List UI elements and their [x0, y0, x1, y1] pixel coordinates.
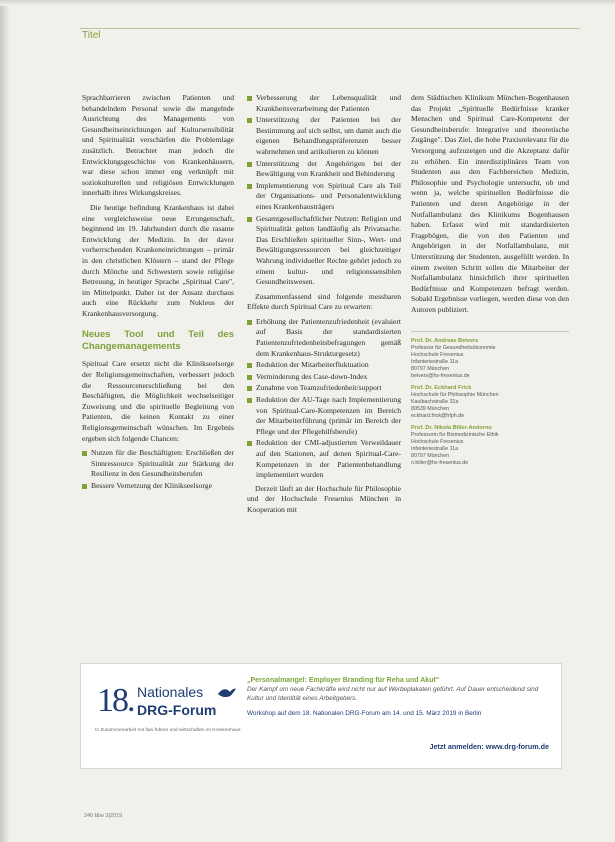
paragraph: Die heutige befindung Krankenhaus ist dabei eine vergleichsweise neue Errungenschaft, beginnend im 19. Jahrhundert durch die rasante Entwicklung der Medizin. In der davor vorherrschenden Krankeneinrichtungen – primär in den christlichen Klöstern – stand der Pflege durch Mönche und Schwestern sowie religiöse Betreuung, in heutiger Sprache „Spiritual Care", im Mittelpunkt. Daher ist der Ansatz durchaus auch eine Rückkehr zum Nukleus der Krankenhausversorgung. — [82, 202, 234, 318]
paragraph: Sprachbarrieren zwischen Patienten und behandelndem Personal sowie die mangelnde Ausrichtung des Managements von Gesundheitseinrichtungen auf Kultursensibilität und Spiritualität verschärfen die Problemlage zusätzlich. Betrachtet man jedoch die Entwicklungsgeschichte von Krankenhäusern, war diese schon immer eng verknüpft mit soziokulturellen und religiösen Entwicklungen innerhalb ihres Wirkungskreises. — [82, 93, 234, 198]
register-link[interactable]: Jetzt anmelden: www.drg-forum.de — [429, 742, 549, 751]
paragraph: Spiritual Care ersetzt nicht die Klinikseelsorge der Religionsgemeinschaften, verbessert jedoch die Ressourcenerschließung bei den Beschäftigten, die Möglichkeit wechselseitiger Zuweisung und die spirituelle Begleitung von Patienten, die keinen Kontakt zu einer Religionsgemeinschaft wünschen. Im Ergebnis ergeben sich folgende Chancen: — [82, 359, 234, 443]
paragraph: Zusammenfassend sind folgende messbaren Effekte durch Spiritual Care zu erwarten: — [247, 291, 401, 312]
bullet-square-icon — [247, 320, 252, 325]
bullet-square-icon — [247, 217, 252, 222]
author-email-link[interactable]: n.biller@hs-fresenius.de — [411, 460, 469, 467]
ad-body: Der Kampf um neue Fachkräfte wird nicht nur auf Werbeplakaten geführt. Auf Dauer entscheidend sind Kultur und Identität eines Arbeitgebers. — [247, 686, 539, 702]
author-entry: Prof. Dr. Andreas Beivers Professor für Gesundheitsökonomie Hochschule Fresenius Infanteriestraße 11a 80797 München beivers@hs-fresenius.de — [411, 338, 569, 380]
author-name: Prof. Dr. Andreas Beivers — [411, 338, 479, 345]
column-3 — [411, 93, 569, 472]
bullet-square-icon — [247, 162, 252, 167]
list-item: Verbesserung der Lebensqualität und Krankheitsverarbeitung der Patienten — [247, 93, 401, 114]
page-top-shadow — [0, 0, 615, 6]
bird-logo-icon — [217, 686, 237, 700]
paragraph: dem Städtischen Klinikum München-Bogenhausen das Projekt „Spirituelle Bedürfnisse kranker Menschen und Spiritual Care-Kompetenz der Gesundheitsberufe: Integrative und theoretische Zugänge". Das Ziel, die hohe Praxisrelevanz für die Versorgung aufzuzeigen und die Akzeptanz dafür zu erhöhen. Ein interdisziplinäres Team von Studenten aus den Fachbereichen Medizin, Philosophie und Psychologie untersucht, ob und wenn ja, welche spirituellen Bedürfnisse die Patienten und deren Angehörige in der Notfallambulanz des Klinikums Bogenhausen haben. Erfasst wird mit standardisierten Fragebögen, die von den Patienten und Angehörigen in der Notfallambulanz, mit Unterstützung der Studenten, ausgefüllt werden. In einem zweiten Schritt sollen die Mitarbeiter der Notfallambulanz hinsichtlich ihrer spirituellen Bedürfnisse und Kompetenzen befragt werden. Sobald Ergebnisse vorliegen, werden diese von den Autoren publiziert. — [411, 93, 569, 314]
header-rule — [80, 28, 580, 29]
bullet-square-icon — [247, 118, 252, 123]
bullet-list — [247, 317, 401, 481]
bullet-list — [82, 448, 234, 491]
column-1 — [82, 93, 234, 493]
bullet-square-icon — [247, 386, 252, 391]
section-label: Titel — [82, 30, 101, 41]
list-item: Erhöhung der Patientenzufriedenheit (evaluiert auf Basis der standardisierten Patientenzufriedenheitsbefragungen gemäß dem Krankenhaus-Strukturgesetz) — [247, 317, 401, 359]
list-item: Reduktion der Mitarbeiterfluktuation — [247, 360, 401, 371]
author-email-link[interactable]: eckhard.frick@hfph.de — [411, 413, 465, 420]
author-name: Prof. Dr. Eckhard Frick — [411, 385, 472, 392]
drg-forum-advertisement[interactable] — [80, 663, 562, 769]
page-edge-shadow — [0, 0, 10, 842]
author-email-link[interactable]: beivers@hs-fresenius.de — [411, 373, 470, 380]
bullet-square-icon — [82, 451, 87, 456]
list-item: Unterstützung der Patienten bei der Bestimmung auf sich selbst, um damit auch die eigenen Behandlungspräferenzen besser wahrnehmen und artikulieren zu können — [247, 115, 401, 157]
drg-forum-logo: 18. Nationales DRG-Forum In Zusammenarbeit mit f&w führen und wirtschaften im Krankenhaus — [95, 682, 241, 733]
list-item: Zunahme von Teamzufriedenheit/support — [247, 383, 401, 394]
author-entry: Prof. Dr. Eckhard Frick Hochschule für Philosophie München Kaulbachstraße 31a 80539 München eckhard.frick@hfph.de — [411, 385, 569, 420]
bullet-square-icon — [247, 375, 252, 380]
ad-event-info: Workshop auf dem 18. Nationalen DRG-Forum am 14. und 15. März 2019 in Berlin — [247, 710, 482, 717]
subheading: Neues Tool und Teil des Changemanagements — [82, 329, 234, 353]
list-item: Nutzen für die Beschäftigten: Erschließen der Sinnressource Spiritualität zur Stärkung der Resilienz in den Gesundheitsberufen — [82, 448, 234, 480]
list-item: Implementierung von Spiritual Care als Teil der Organisations- und Personalentwicklung eines Krankenhausträgers — [247, 181, 401, 213]
author-info — [411, 331, 569, 467]
bullet-square-icon — [247, 184, 252, 189]
bullet-square-icon — [247, 363, 252, 368]
list-item: Reduktion der CMI-adjustierten Verweildauer auf den Stationen, auf denen Spiritual-Care-Kompetenzen in der Patientenbehandlung implementiert wurden — [247, 438, 401, 480]
list-item: Reduktion der AU-Tage nach Implementierung von Spiritual-Care-Kompetenzen im Bereich der Mitarbeiterführung (primär im Bereich der Pflege und der Pflegehilfsberufe) — [247, 395, 401, 437]
bullet-square-icon — [82, 484, 87, 489]
bullet-square-icon — [247, 96, 252, 101]
list-item: Unterstützung der Angehörigen bei der Bewältigung von Krankheit und Behinderung — [247, 159, 401, 180]
column-2 — [247, 93, 401, 520]
list-item: Verminderung des Case-down-Index — [247, 372, 401, 383]
bullet-square-icon — [247, 441, 252, 446]
author-entry: Prof. Dr. Nikola Biller-Andorno Professorin für Biomedizinische Ethik Hochschule Fresenius Infanteriestraße 11a 80797 München n.biller@hs-fresenius.de — [411, 425, 569, 467]
bullet-square-icon — [247, 398, 252, 403]
ad-headline: „Personalmangel: Employer Branding für Reha und Akut" — [247, 677, 440, 684]
paragraph: Derzeit läuft an der Hochschule für Philosophie und der Hochschule Fresenius München in Kooperation mit — [247, 483, 401, 514]
list-item: Gesamtgesellschaftlicher Nutzen: Religion und Spiritualität gelten landläufig als Privatsache. Das Erschließen spiritueller Sinn-, Wert- und Bewältigungsressourcen bei gleichzeitiger Wahrung individueller Rechte gehört jedoch zu einem kultur- und religionssensiblen Gesundheitswesen. — [247, 214, 401, 288]
author-name: Prof. Dr. Nikola Biller-Andorno — [411, 425, 492, 432]
bullet-list — [247, 93, 401, 288]
list-item: Bessere Vernetzung der Klinikseelsorge — [82, 481, 234, 492]
page-footer: 240 f&w 3|2019 — [84, 813, 123, 819]
ad-copy — [247, 676, 547, 718]
